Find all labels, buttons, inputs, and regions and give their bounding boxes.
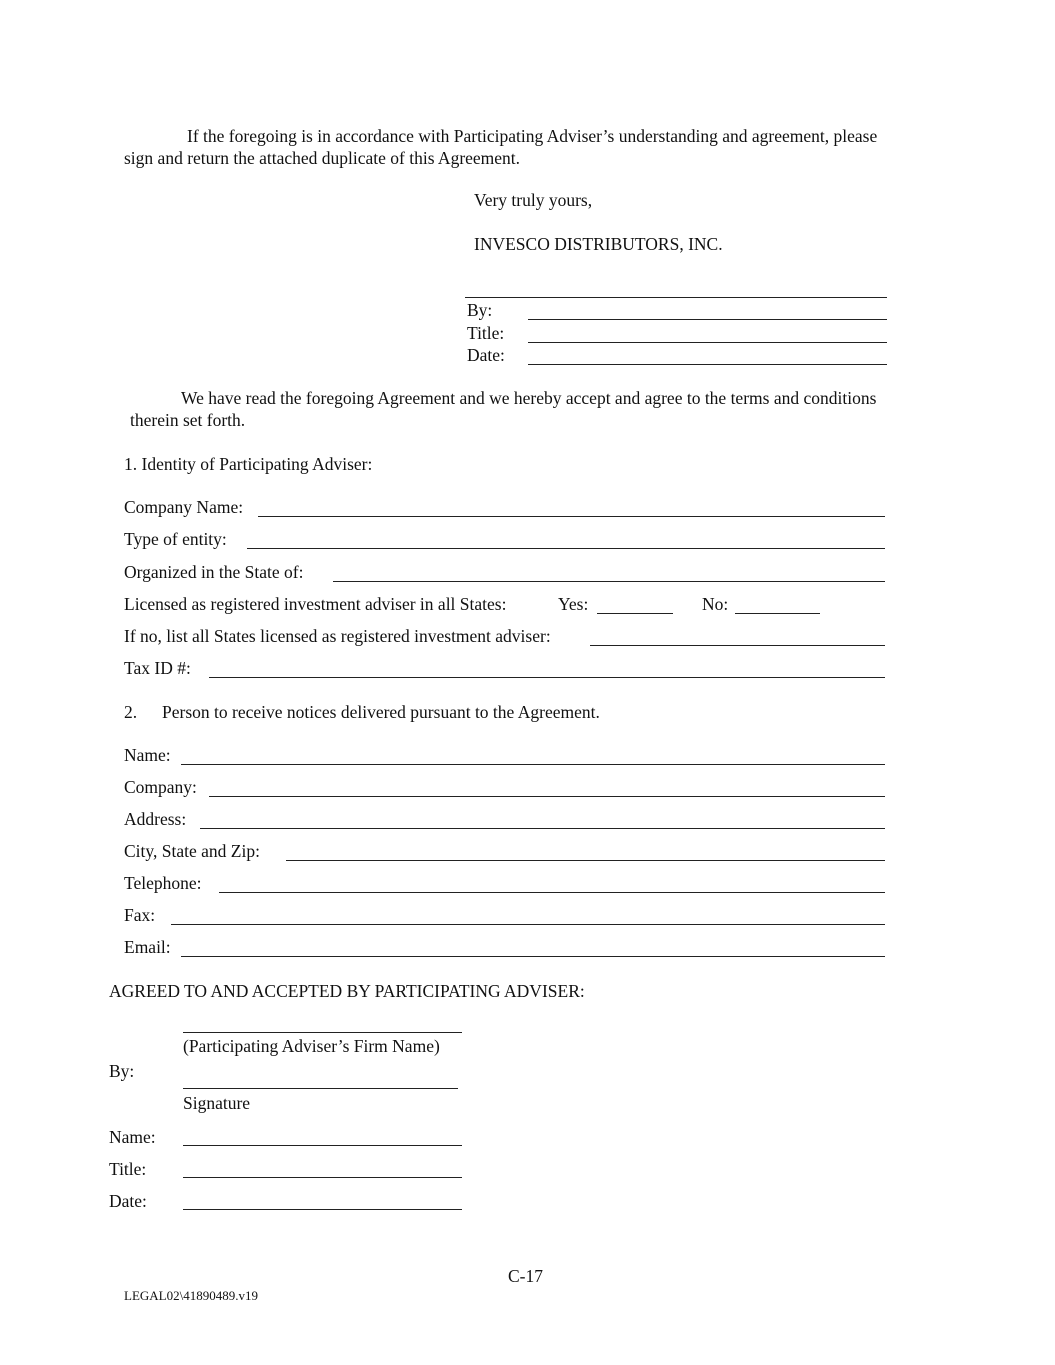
no-label: No: [702, 594, 729, 614]
title-line[interactable] [528, 342, 887, 343]
salutation: Very truly yours, [474, 190, 593, 210]
by-line[interactable] [528, 319, 887, 320]
tax-id-field[interactable] [209, 677, 885, 678]
intro-line-2: sign and return the attached duplicate of this Agreement. [124, 148, 521, 168]
signature-line[interactable] [465, 297, 887, 298]
section1-heading: 1. Identity of Participating Adviser: [124, 454, 373, 474]
section2-number: 2. [124, 702, 138, 722]
notice-name-field[interactable] [181, 764, 885, 765]
notice-city-field[interactable] [286, 860, 885, 861]
agreed-heading: AGREED TO AND ACCEPTED BY PARTICIPATING ADVISER: [109, 981, 585, 1001]
notice-fax-field[interactable] [171, 924, 885, 925]
document-id: LEGAL02\41890489.v19 [124, 1288, 258, 1303]
no-field[interactable] [735, 613, 820, 614]
by-label: By: [467, 300, 493, 320]
states-field[interactable] [590, 645, 885, 646]
adviser-name-label: Name: [109, 1127, 156, 1147]
adviser-date-field[interactable] [183, 1209, 462, 1210]
notice-name-label: Name: [124, 745, 171, 765]
company-signature-name: INVESCO DISTRIBUTORS, INC. [474, 234, 723, 254]
state-label: Organized in the State of: [124, 562, 304, 582]
date-label: Date: [467, 345, 505, 365]
firm-name-line[interactable] [183, 1032, 462, 1033]
notice-city-label: City, State and Zip: [124, 841, 260, 861]
if-no-label: If no, list all States licensed as registered investment adviser: [124, 626, 551, 646]
notice-company-label: Company: [124, 777, 197, 797]
date-line[interactable] [528, 364, 887, 365]
title-label: Title: [467, 323, 505, 343]
entity-type-field[interactable] [247, 548, 885, 549]
accept-line-1: We have read the foregoing Agreement and we hereby accept and agree to the terms and conditions [181, 388, 877, 408]
company-name-field[interactable] [258, 516, 885, 517]
yes-label: Yes: [558, 594, 589, 614]
notice-address-label: Address: [124, 809, 187, 829]
adviser-signature-line[interactable] [183, 1088, 458, 1089]
accept-line-2: therein set forth. [130, 410, 246, 430]
entity-type-label: Type of entity: [124, 529, 227, 549]
tax-id-label: Tax ID #: [124, 658, 191, 678]
notice-email-label: Email: [124, 937, 171, 957]
notice-fax-label: Fax: [124, 905, 156, 925]
intro-line-1: If the foregoing is in accordance with Participating Adviser’s understanding and agreement, please [187, 126, 878, 146]
adviser-name-field[interactable] [183, 1145, 462, 1146]
notice-company-field[interactable] [209, 796, 885, 797]
yes-field[interactable] [597, 613, 673, 614]
adviser-title-label: Title: [109, 1159, 147, 1179]
notice-telephone-field[interactable] [219, 892, 885, 893]
notice-telephone-label: Telephone: [124, 873, 202, 893]
firm-name-caption: (Participating Adviser’s Firm Name) [183, 1036, 440, 1056]
licensed-label: Licensed as registered investment adviser in all States: [124, 594, 507, 614]
adviser-by-label: By: [109, 1061, 135, 1081]
notice-email-field[interactable] [181, 956, 885, 957]
state-field[interactable] [333, 581, 885, 582]
adviser-title-field[interactable] [183, 1177, 462, 1178]
signature-caption: Signature [183, 1093, 251, 1113]
page-number: C-17 [508, 1266, 543, 1286]
company-name-label: Company Name: [124, 497, 244, 517]
adviser-date-label: Date: [109, 1191, 147, 1211]
notice-address-field[interactable] [200, 828, 885, 829]
section2-heading: Person to receive notices delivered pursuant to the Agreement. [162, 702, 600, 722]
